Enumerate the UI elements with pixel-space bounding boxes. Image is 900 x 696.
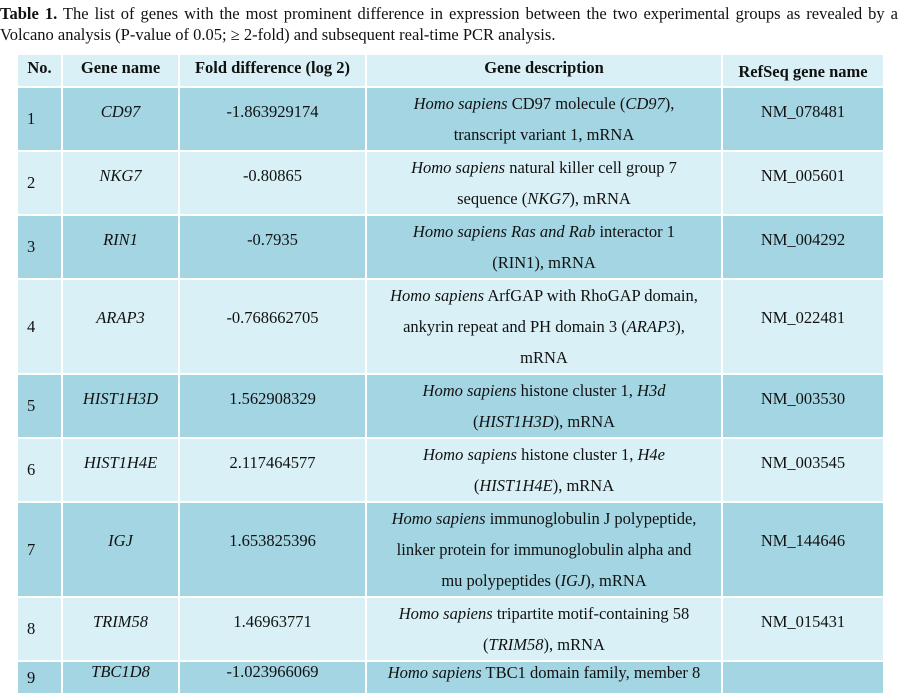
header-refseq: RefSeq gene name — [722, 54, 884, 87]
cell-gene-name: TRIM58 — [62, 597, 179, 661]
cell-gene-description — [366, 151, 722, 215]
cell-gene-description — [366, 597, 722, 661]
cell-refseq: NM_078481 — [722, 87, 884, 151]
table-row — [17, 502, 884, 597]
table-row — [17, 279, 884, 374]
description-segment: interactor 1 — [595, 222, 676, 241]
header-no: No. — [17, 54, 62, 87]
table-header-row — [17, 54, 884, 87]
description-segment: Homo sapiens — [413, 94, 508, 113]
table-row — [17, 151, 884, 215]
description-segment: natural killer cell group 7 — [505, 158, 677, 177]
description-segment: NKG7 — [527, 189, 570, 208]
cell-no: 6 — [17, 438, 62, 502]
cell-no: 7 — [17, 502, 62, 597]
description-segment: H3d — [637, 381, 666, 400]
cell-gene-description — [366, 374, 722, 438]
cell-gene-description — [366, 661, 722, 694]
description-segment: mRNA — [520, 348, 568, 367]
cell-refseq: NM_003530 — [722, 374, 884, 438]
description-segment: Homo sapiens — [387, 663, 482, 682]
cell-gene-name: RIN1 — [62, 215, 179, 279]
description-segment: IGJ — [560, 571, 586, 590]
table-row — [17, 87, 884, 151]
cell-fold-difference: -0.80865 — [179, 151, 366, 215]
cell-gene-description — [366, 215, 722, 279]
description-segment: ), — [664, 94, 675, 113]
cell-fold-difference: 2.117464577 — [179, 438, 366, 502]
header-gene-description: Gene description — [366, 54, 722, 87]
cell-fold-difference: -0.768662705 — [179, 279, 366, 374]
caption-text: The list of genes with the most prominent difference in expression between the two experimental groups as revealed by a Volcano analysis (P-value of 0.05; ≥ 2-fold) and subsequent real-time PCR analysis. — [0, 4, 898, 44]
cell-no: 1 — [17, 87, 62, 151]
cell-no: 9 — [17, 661, 62, 694]
description-segment: ARAP3 — [626, 317, 676, 336]
cell-gene-description — [366, 438, 722, 502]
description-segment: ( — [472, 412, 479, 431]
cell-no: 5 — [17, 374, 62, 438]
cell-no: 4 — [17, 279, 62, 374]
table-body — [17, 87, 884, 694]
description-segment: ( — [473, 476, 480, 495]
description-segment: H4e — [637, 445, 665, 464]
description-segment: ), mRNA — [585, 571, 647, 590]
description-segment: ), mRNA — [569, 189, 631, 208]
description-segment: ), — [675, 317, 685, 336]
description-segment: transcript variant 1, mRNA — [453, 125, 635, 144]
table-row — [17, 374, 884, 438]
cell-gene-description — [366, 87, 722, 151]
cell-gene-description — [366, 279, 722, 374]
description-segment: histone cluster 1, — [516, 445, 638, 464]
description-segment: HIST1H4E — [479, 476, 553, 495]
cell-refseq: NM_003545 — [722, 438, 884, 502]
gene-table — [16, 53, 885, 695]
table-row — [17, 438, 884, 502]
description-segment: Homo sapiens — [411, 158, 506, 177]
header-gene-name: Gene name — [62, 54, 179, 87]
cell-gene-name: NKG7 — [62, 151, 179, 215]
gene-table-container — [16, 53, 883, 695]
description-segment: sequence ( — [457, 189, 528, 208]
cell-gene-name: TBC1D8 — [62, 661, 179, 694]
cell-refseq — [722, 661, 884, 694]
description-segment: Homo sapiens — [391, 509, 486, 528]
description-segment: (RIN1), mRNA — [492, 253, 596, 272]
description-segment: HIST1H3D — [478, 412, 554, 431]
description-segment: Homo sapiens — [390, 286, 485, 305]
cell-refseq: NM_005601 — [722, 151, 884, 215]
cell-fold-difference: -1.023966069 — [179, 661, 366, 694]
description-segment: CD97 — [625, 94, 665, 113]
cell-refseq: NM_004292 — [722, 215, 884, 279]
cell-fold-difference: 1.653825396 — [179, 502, 366, 597]
description-segment: Homo sapiens — [422, 381, 517, 400]
cell-refseq: NM_015431 — [722, 597, 884, 661]
cell-fold-difference: -1.863929174 — [179, 87, 366, 151]
cell-no: 2 — [17, 151, 62, 215]
cell-gene-name: IGJ — [62, 502, 179, 597]
description-segment: CD97 molecule ( — [507, 94, 626, 113]
description-segment: ), mRNA — [543, 635, 605, 654]
cell-gene-description — [366, 502, 722, 597]
description-segment: mu polypeptides ( — [441, 571, 561, 590]
description-segment: tripartite motif-containing 58 — [492, 604, 690, 623]
description-segment: TBC1 domain family, member 8 — [481, 663, 701, 682]
table-caption — [0, 3, 898, 45]
table-row — [17, 597, 884, 661]
description-segment: ankyrin repeat and PH domain 3 ( — [403, 317, 627, 336]
table-row — [17, 215, 884, 279]
description-segment: histone cluster 1, — [516, 381, 638, 400]
cell-gene-name: HIST1H4E — [62, 438, 179, 502]
cell-refseq: NM_022481 — [722, 279, 884, 374]
description-segment: linker protein for immunoglobulin alpha and — [396, 540, 692, 559]
description-segment: ( — [483, 635, 489, 654]
cell-fold-difference: 1.46963771 — [179, 597, 366, 661]
header-fold-difference: Fold difference (log 2) — [179, 54, 366, 87]
cell-refseq: NM_144646 — [722, 502, 884, 597]
caption-label: Table 1. — [0, 4, 58, 23]
description-segment: TRIM58 — [488, 635, 544, 654]
cell-gene-name: ARAP3 — [62, 279, 179, 374]
description-segment: ), mRNA — [552, 476, 615, 495]
description-segment: ArfGAP with RhoGAP domain, — [484, 286, 698, 305]
cell-gene-name: HIST1H3D — [62, 374, 179, 438]
cell-fold-difference: 1.562908329 — [179, 374, 366, 438]
description-segment: Homo sapiens — [423, 445, 517, 464]
description-segment: ), mRNA — [553, 412, 616, 431]
cell-no: 8 — [17, 597, 62, 661]
description-segment: Homo sapiens — [398, 604, 493, 623]
cell-no: 3 — [17, 215, 62, 279]
cell-gene-name: CD97 — [62, 87, 179, 151]
description-segment: Homo sapiens Ras and Rab — [412, 222, 596, 241]
table-row — [17, 661, 884, 694]
description-segment: immunoglobulin J polypeptide, — [485, 509, 697, 528]
cell-fold-difference: -0.7935 — [179, 215, 366, 279]
